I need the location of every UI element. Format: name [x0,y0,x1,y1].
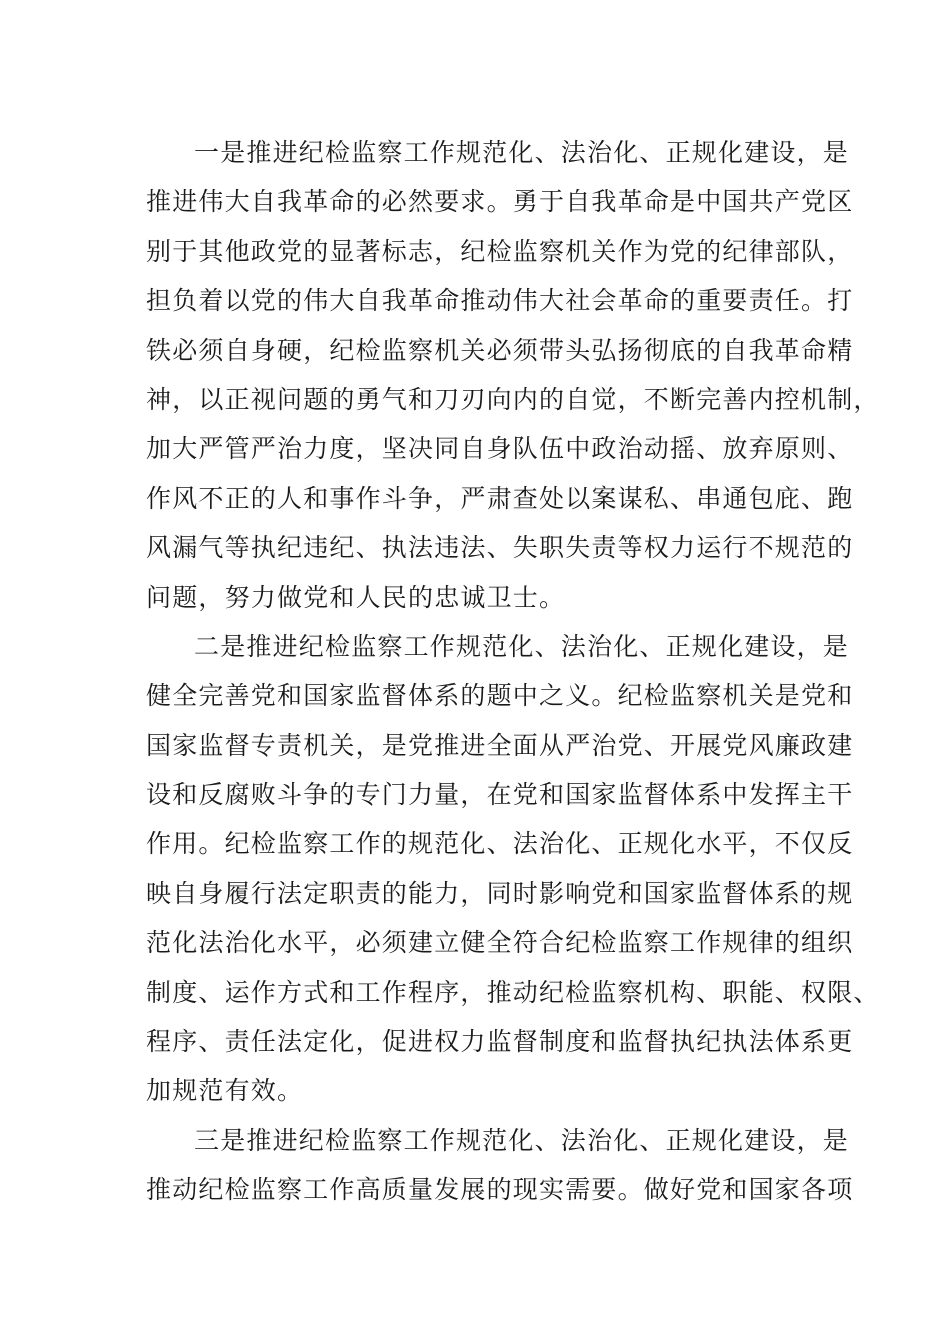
paragraph-1 [146,128,880,622]
text-line: 范化法治化水平，必须建立健全符合纪检监察工作规律的组织 [146,928,854,958]
paragraph-3 [146,1116,854,1215]
text-line: 作用。纪检监察工作的规范化、法治化、正规化水平，不仅反 [146,829,854,859]
text-line: 铁必须自身硬，纪检监察机关必须带头弘扬彻底的自我革命精 [146,335,854,365]
document-body [146,128,880,1215]
text-line: 别于其他政党的显著标志，纪检监察机关作为党的纪律部队， [146,236,854,266]
text-line: 制度、运作方式和工作程序，推动纪检监察机构、职能、权限、 [146,977,880,1007]
text-line: 国家监督专责机关，是党推进全面从严治党、开展党风廉政建 [146,730,854,760]
text-line: 风漏气等执纪违纪、执法违法、失职失责等权力运行不规范的 [146,533,854,563]
text-line: 三是推进纪检监察工作规范化、法治化、正规化建设，是 [194,1125,850,1155]
text-line: 神，以正视问题的勇气和刀刃向内的自觉，不断完善内控机制， [146,384,880,414]
text-line: 映自身履行法定职责的能力，同时影响党和国家监督体系的规 [146,878,854,908]
text-line: 加规范有效。 [146,1076,304,1106]
text-line: 设和反腐败斗争的专门力量，在党和国家监督体系中发挥主干 [146,780,854,810]
text-line: 推动纪检监察工作高质量发展的现实需要。做好党和国家各项 [146,1175,854,1205]
text-line: 程序、责任法定化，促进权力监督制度和监督执纪执法体系更 [146,1027,854,1057]
text-line: 作风不正的人和事作斗争，严肃查处以案谋私、串通包庇、跑 [146,483,854,513]
text-line: 二是推进纪检监察工作规范化、法治化、正规化建设，是 [194,631,850,661]
text-line: 担负着以党的伟大自我革命推动伟大社会革命的重要责任。打 [146,286,854,316]
text-line: 健全完善党和国家监督体系的题中之义。纪检监察机关是党和 [146,681,854,711]
text-line: 加大严管严治力度，坚决同自身队伍中政治动摇、放弃原则、 [146,434,854,464]
text-line: 推进伟大自我革命的必然要求。勇于自我革命是中国共产党区 [146,187,854,217]
paragraph-2 [146,622,880,1116]
text-line: 一是推进纪检监察工作规范化、法治化、正规化建设，是 [194,138,850,167]
text-line: 问题，努力做党和人民的忠诚卫士。 [146,582,566,612]
